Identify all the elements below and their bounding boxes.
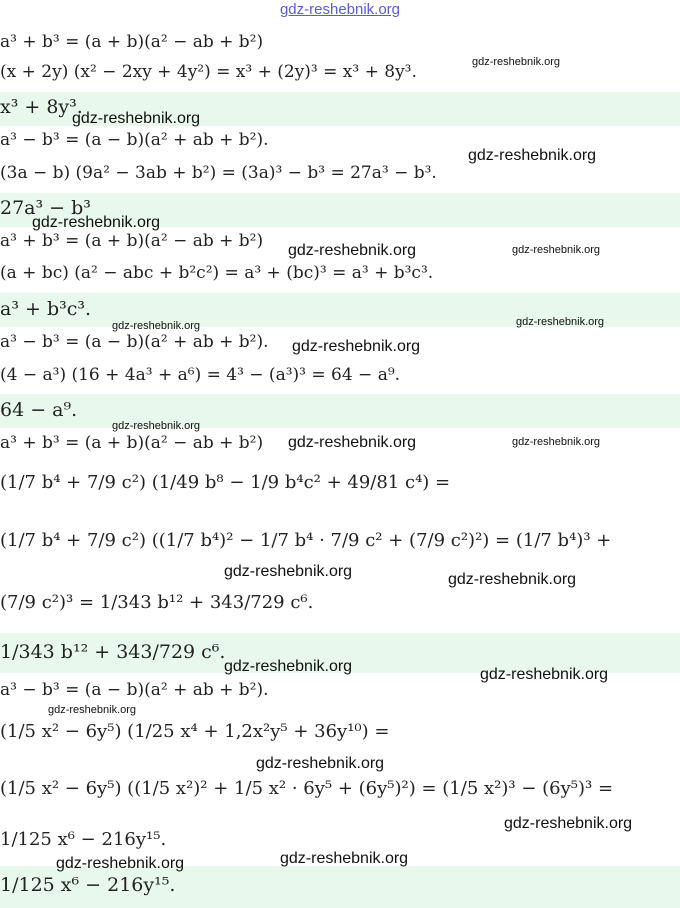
equation-line: (1/7 b⁴ + 7/9 c²) ((1/7 b⁴)² − 1/7 b⁴ · 7/9 c² + (7/9 c²)²) = (1/7 b⁴)³ + — [0, 530, 612, 551]
formula-difference-of-cubes: a³ − b³ = (a − b)(a² + ab + b²). — [0, 130, 269, 150]
watermark: gdz-reshebnik.org — [512, 244, 601, 256]
answer-line: 1/125 x⁶ − 216y¹⁵. — [0, 874, 176, 896]
watermark: gdz-reshebnik.org — [56, 855, 185, 872]
equation-line: (1/7 b⁴ + 7/9 c²) (1/49 b⁸ − 1/9 b⁴c² + 49/81 c⁴) = — [0, 472, 451, 493]
watermark: gdz-reshebnik.org — [32, 214, 161, 231]
watermark: gdz-reshebnik.org — [224, 563, 353, 580]
watermark: gdz-reshebnik.org — [468, 147, 597, 164]
formula-sum-of-cubes: a³ + b³ = (a + b)(a² − ab + b²) — [0, 32, 264, 52]
equation-line: (4 − a³) (16 + 4a³ + a⁶) = 4³ − (a³)³ = 64 − a⁹. — [0, 365, 401, 385]
answer-band-4 — [0, 394, 680, 428]
watermark: gdz-reshebnik.org — [288, 242, 417, 259]
answer-line: 1/343 b¹² + 343/729 c⁶. — [0, 641, 226, 663]
watermark: gdz-reshebnik.org — [480, 666, 609, 683]
formula-difference-of-cubes: a³ − b³ = (a − b)(a² + ab + b²). — [0, 680, 269, 700]
formula-sum-of-cubes: a³ + b³ = (a + b)(a² − ab + b²) — [0, 231, 264, 251]
watermark: gdz-reshebnik.org — [72, 110, 201, 127]
formula-sum-of-cubes: a³ + b³ = (a + b)(a² − ab + b²) — [0, 433, 264, 453]
watermark: gdz-reshebnik.org — [448, 571, 577, 588]
watermark: gdz-reshebnik.org — [512, 436, 601, 448]
equation-line: (x + 2y) (x² − 2xy + 4y²) = x³ + (2y)³ = x³ + 8y³. — [0, 62, 417, 82]
site-header-link[interactable]: gdz-reshebnik.org — [279, 1, 401, 18]
watermark: gdz-reshebnik.org — [48, 704, 137, 716]
answer-line: x³ + 8y³. — [0, 96, 83, 118]
watermark: gdz-reshebnik.org — [224, 658, 353, 675]
formula-difference-of-cubes: a³ − b³ = (a − b)(a² + ab + b²). — [0, 332, 269, 352]
answer-line: 27a³ − b³ — [0, 197, 91, 219]
watermark: gdz-reshebnik.org — [504, 815, 633, 832]
watermark: gdz-reshebnik.org — [256, 755, 385, 772]
equation-line: (1/5 x² − 6y⁵) (1/25 x⁴ + 1,2x²y⁵ + 36y¹⁰) = — [0, 721, 390, 742]
answer-line: 64 − a⁹. — [0, 399, 78, 421]
watermark: gdz-reshebnik.org — [280, 850, 409, 867]
equation-line: (7/9 c²)³ = 1/343 b¹² + 343/729 c⁶. — [0, 592, 314, 613]
answer-line: a³ + b³c³. — [0, 298, 92, 320]
equation-line: (1/5 x² − 6y⁵) ((1/5 x²)² + 1/5 x² · 6y⁵ + (6y⁵)²) = (1/5 x²)³ − (6y⁵)³ = — [0, 778, 614, 799]
watermark: gdz-reshebnik.org — [516, 316, 605, 328]
watermark: gdz-reshebnik.org — [472, 56, 561, 68]
equation-line: (3a − b) (9a² − 3ab + b²) = (3a)³ − b³ = 27a³ − b³. — [0, 163, 437, 183]
equation-line: 1/125 x⁶ − 216y¹⁵. — [0, 829, 167, 850]
watermark: gdz-reshebnik.org — [292, 338, 421, 355]
watermark: gdz-reshebnik.org — [112, 420, 201, 432]
watermark: gdz-reshebnik.org — [288, 434, 417, 451]
watermark: gdz-reshebnik.org — [112, 320, 201, 332]
equation-line: (a + bc) (a² − abc + b²c²) = a³ + (bc)³ = a³ + b³c³. — [0, 263, 434, 283]
